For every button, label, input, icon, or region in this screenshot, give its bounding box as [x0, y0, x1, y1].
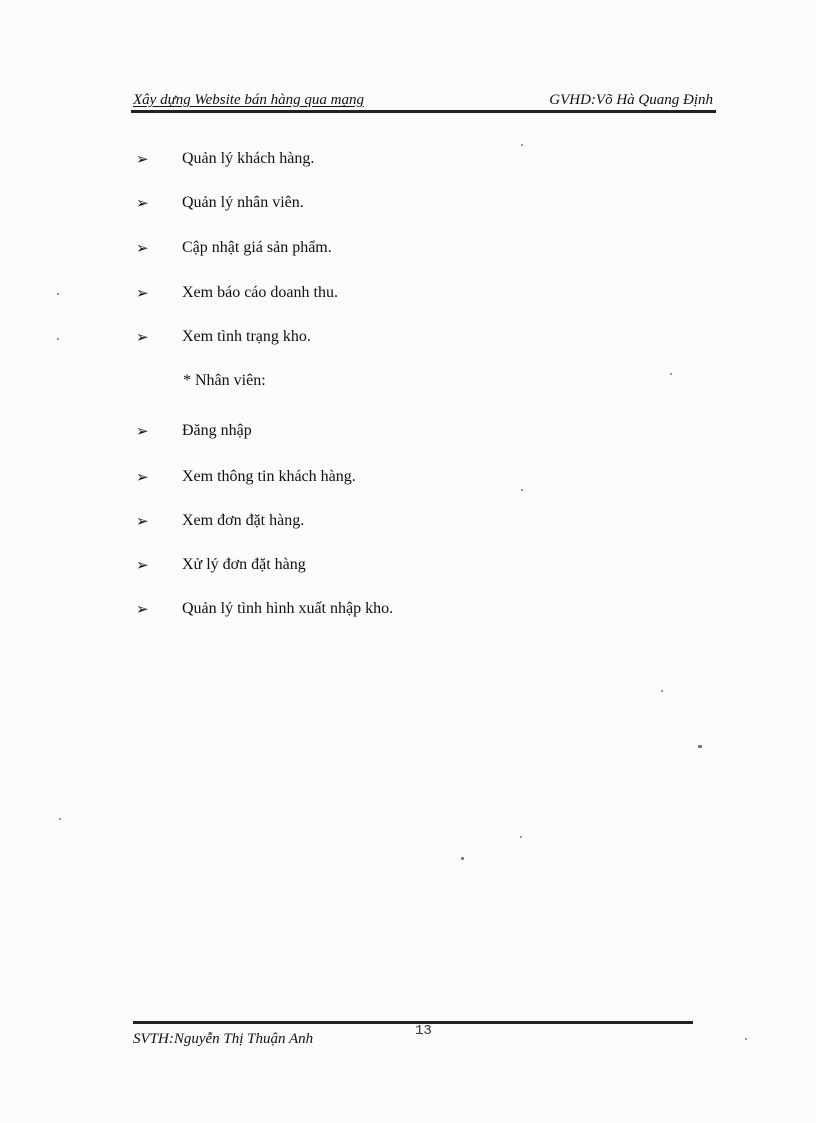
arrow-bullet-icon: ➢	[136, 283, 149, 302]
arrow-bullet-icon: ➢	[136, 467, 149, 486]
list-item	[136, 465, 356, 489]
list-item-text: Xem thông tin khách hàng.	[182, 468, 356, 485]
header-title: Xây dựng Website bán hàng qua mạng	[133, 92, 364, 108]
arrow-bullet-icon: ➢	[136, 238, 149, 257]
list-item	[136, 191, 304, 215]
list-item-text: Quản lý nhân viên.	[182, 194, 304, 211]
scan-speck	[698, 745, 702, 748]
scan-speck	[57, 338, 59, 340]
list-item	[136, 281, 338, 305]
list-item	[136, 325, 311, 349]
scan-speck	[461, 857, 464, 860]
list-item	[136, 553, 306, 577]
header-advisor: GVHD:Võ Hà Quang Định	[549, 92, 713, 108]
scan-speck	[57, 293, 59, 295]
list-item-text: Quản lý tình hình xuất nhập kho.	[182, 600, 394, 617]
scan-speck	[521, 489, 523, 491]
scan-speck	[520, 836, 522, 838]
scan-speck	[521, 144, 523, 146]
arrow-bullet-icon: ➢	[136, 327, 149, 346]
list-item-text: Xem báo cáo doanh thu.	[182, 284, 338, 301]
scan-speck	[59, 818, 61, 820]
list-item-text: Cập nhật giá sản phẩm.	[182, 239, 332, 256]
scan-speck	[661, 690, 663, 692]
arrow-bullet-icon: ➢	[136, 511, 149, 530]
header-rule	[131, 110, 716, 113]
arrow-bullet-icon: ➢	[136, 555, 149, 574]
footer-author: SVTH:Nguyễn Thị Thuận Anh	[133, 1031, 314, 1047]
list-item-text: Đăng nhập	[182, 422, 252, 439]
arrow-bullet-icon: ➢	[136, 599, 149, 618]
list-item-text: Quản lý khách hàng.	[182, 150, 315, 167]
arrow-bullet-icon: ➢	[136, 193, 149, 212]
scan-speck	[670, 373, 672, 375]
arrow-bullet-icon: ➢	[136, 421, 149, 440]
list-item	[136, 597, 393, 621]
footer-rule	[133, 1021, 693, 1024]
list-item-text: Xem tình trạng kho.	[182, 328, 311, 345]
page-number: 13	[415, 1023, 432, 1039]
list-item	[136, 236, 332, 260]
list-item	[136, 147, 314, 171]
staff-section-heading: * Nhân viên:	[183, 372, 266, 389]
scan-speck	[745, 1038, 747, 1040]
list-item-text: Xử lý đơn đặt hàng	[182, 556, 306, 573]
arrow-bullet-icon: ➢	[136, 149, 149, 168]
list-item	[136, 419, 252, 443]
list-item-text: Xem đơn đặt hàng.	[182, 512, 305, 529]
list-item	[136, 509, 304, 533]
